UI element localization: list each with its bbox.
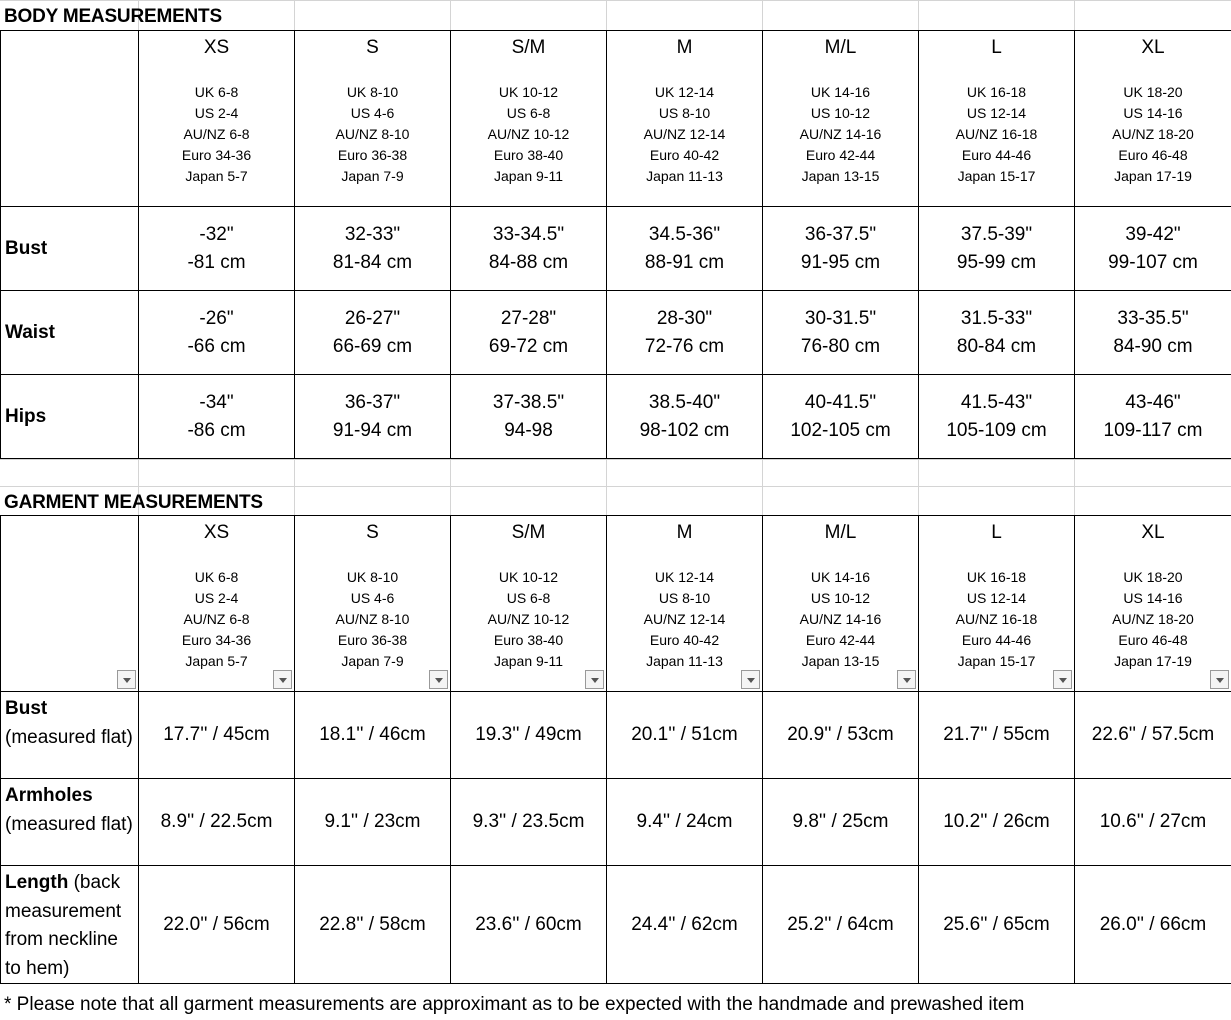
filter-dropdown-button[interactable]: [273, 670, 292, 689]
size-column-m: [607, 516, 763, 692]
measurement-cell: 43-46" 109-117 cm: [1075, 375, 1231, 459]
size-name: S: [366, 37, 379, 58]
size-name: XL: [1141, 37, 1165, 58]
size-name: S: [366, 522, 379, 543]
size-header-row: [1, 31, 1231, 207]
size-column-s: [295, 31, 451, 207]
garment-row-bust: [1, 692, 1231, 779]
measurement-cell: 20.9'' / 53cm: [763, 692, 919, 779]
measurement-cell: 37.5-39" 95-99 cm: [919, 207, 1075, 291]
gridline: [606, 0, 607, 30]
measurement-cell: 39-42" 99-107 cm: [1075, 207, 1231, 291]
size-column-xl: [1075, 31, 1231, 207]
size-name: M/L: [824, 37, 857, 58]
size-column-l: [919, 31, 1075, 207]
measurement-cell: 9.1'' / 23cm: [295, 779, 451, 866]
gridline: [450, 459, 451, 515]
measurement-cell: 10.2'' / 26cm: [919, 779, 1075, 866]
measurement-cell: 33-34.5" 84-88 cm: [451, 207, 607, 291]
filter-dropdown-button[interactable]: [1210, 670, 1229, 689]
measurement-cell: -32" -81 cm: [139, 207, 295, 291]
size-column-sm: [451, 31, 607, 207]
measurement-cell: 18.1'' / 46cm: [295, 692, 451, 779]
row-label: Waist: [1, 291, 139, 375]
size-conversions: UK 14-16 US 10-12 AU/NZ 14-16 Euro 42-44 Japan 13-15: [799, 84, 882, 184]
gridline: [762, 0, 763, 30]
blank-cell: [1, 516, 139, 692]
blank-cell: [1, 31, 139, 207]
size-name: M: [676, 522, 693, 543]
size-column-ml: [763, 31, 919, 207]
filter-dropdown-button[interactable]: [897, 670, 916, 689]
garment-row-length: [1, 866, 1231, 984]
gridline: [1074, 0, 1075, 30]
measurement-cell: 36-37.5" 91-95 cm: [763, 207, 919, 291]
size-column-s: [295, 516, 451, 692]
gridline: [450, 0, 451, 30]
body-measurements-table: [0, 30, 1231, 459]
body-measurements-title: BODY MEASUREMENTS: [4, 6, 222, 27]
size-column-ml: [763, 516, 919, 692]
row-label: Bust (measured flat): [1, 692, 139, 779]
garment-measurements-title: GARMENT MEASUREMENTS: [4, 492, 263, 513]
gridline: [294, 0, 295, 30]
measurement-cell: 22.6'' / 57.5cm: [1075, 692, 1231, 779]
measurement-cell: 9.4'' / 24cm: [607, 779, 763, 866]
gridline: [606, 459, 607, 515]
gridline: [0, 486, 1231, 487]
gridline: [918, 459, 919, 515]
size-column-xl: [1075, 516, 1231, 692]
measurement-cell: 25.6'' / 65cm: [919, 866, 1075, 984]
size-name: M/L: [824, 522, 857, 543]
size-header-row: [1, 516, 1231, 692]
garment-measurements-table: [0, 515, 1231, 984]
row-label: Bust: [1, 207, 139, 291]
measurement-cell: 41.5-43" 105-109 cm: [919, 375, 1075, 459]
measurement-cell: -34" -86 cm: [139, 375, 295, 459]
body-row-bust: [1, 207, 1231, 291]
size-conversions: UK 8-10 US 4-6 AU/NZ 8-10 Euro 36-38 Japan 7-9: [335, 84, 410, 184]
measurement-cell: 25.2'' / 64cm: [763, 866, 919, 984]
size-name: L: [991, 522, 1002, 543]
measurement-cell: 36-37" 91-94 cm: [295, 375, 451, 459]
size-conversions: UK 18-20 US 14-16 AU/NZ 18-20 Euro 46-48 Japan 17-19: [1112, 569, 1194, 669]
filter-dropdown-button[interactable]: [117, 670, 136, 689]
gridline: [294, 459, 295, 515]
size-name: S/M: [511, 37, 546, 58]
measurement-cell: 34.5-36" 88-91 cm: [607, 207, 763, 291]
measurement-cell: 40-41.5" 102-105 cm: [763, 375, 919, 459]
measurement-cell: 21.7'' / 55cm: [919, 692, 1075, 779]
gridline: [918, 0, 919, 30]
filter-dropdown-button[interactable]: [429, 670, 448, 689]
size-conversions: UK 12-14 US 8-10 AU/NZ 12-14 Euro 40-42 Japan 11-13: [643, 84, 726, 184]
size-column-m: [607, 31, 763, 207]
size-conversions: UK 8-10 US 4-6 AU/NZ 8-10 Euro 36-38 Japan 7-9: [335, 569, 410, 669]
measurement-cell: 10.6'' / 27cm: [1075, 779, 1231, 866]
body-row-hips: [1, 375, 1231, 459]
measurement-cell: 23.6'' / 60cm: [451, 866, 607, 984]
measurement-cell: 37-38.5" 94-98: [451, 375, 607, 459]
measurement-cell: 19.3'' / 49cm: [451, 692, 607, 779]
measurement-cell: 20.1'' / 51cm: [607, 692, 763, 779]
size-name: L: [991, 37, 1002, 58]
size-column-sm: [451, 516, 607, 692]
size-conversions: UK 14-16 US 10-12 AU/NZ 14-16 Euro 42-44 Japan 13-15: [799, 569, 882, 669]
measurement-cell: 33-35.5" 84-90 cm: [1075, 291, 1231, 375]
body-row-waist: [1, 291, 1231, 375]
measurement-cell: 22.8'' / 58cm: [295, 866, 451, 984]
gridline: [762, 459, 763, 515]
measurement-cell: 9.8'' / 25cm: [763, 779, 919, 866]
filter-dropdown-button[interactable]: [741, 670, 760, 689]
measurement-cell: 17.7'' / 45cm: [139, 692, 295, 779]
measurement-cell: 9.3'' / 23.5cm: [451, 779, 607, 866]
size-column-xs: [139, 516, 295, 692]
row-label: Armholes (measured flat): [1, 779, 139, 866]
footnote: * Please note that all garment measurements are approximant as to be expected with the handmade and prewashed item: [4, 994, 1025, 1015]
size-conversions: UK 16-18 US 12-14 AU/NZ 16-18 Euro 44-46 Japan 15-17: [955, 569, 1038, 669]
size-column-xs: [139, 31, 295, 207]
size-name: S/M: [511, 522, 546, 543]
size-conversions: UK 12-14 US 8-10 AU/NZ 12-14 Euro 40-42 Japan 11-13: [643, 569, 726, 669]
measurement-cell: 32-33" 81-84 cm: [295, 207, 451, 291]
size-column-l: [919, 516, 1075, 692]
measurement-cell: 26-27" 66-69 cm: [295, 291, 451, 375]
measurement-cell: 22.0'' / 56cm: [139, 866, 295, 984]
measurement-cell: 31.5-33" 80-84 cm: [919, 291, 1075, 375]
measurement-cell: 26.0'' / 66cm: [1075, 866, 1231, 984]
size-conversions: UK 10-12 US 6-8 AU/NZ 10-12 Euro 38-40 Japan 9-11: [487, 84, 570, 184]
measurement-cell: 8.9'' / 22.5cm: [139, 779, 295, 866]
garment-row-armholes: [1, 779, 1231, 866]
row-label: Hips: [1, 375, 139, 459]
measurement-cell: 28-30" 72-76 cm: [607, 291, 763, 375]
size-name: XS: [203, 522, 230, 543]
measurement-cell: 38.5-40" 98-102 cm: [607, 375, 763, 459]
size-name: XL: [1141, 522, 1165, 543]
size-conversions: UK 6-8 US 2-4 AU/NZ 6-8 Euro 34-36 Japan 5-7: [181, 84, 252, 184]
size-conversions: UK 16-18 US 12-14 AU/NZ 16-18 Euro 44-46 Japan 15-17: [955, 84, 1038, 184]
filter-dropdown-button[interactable]: [1053, 670, 1072, 689]
row-label: Length (back measurement from neckline to hem): [1, 866, 139, 984]
measurement-cell: 30-31.5" 76-80 cm: [763, 291, 919, 375]
measurement-cell: 27-28" 69-72 cm: [451, 291, 607, 375]
size-conversions: UK 10-12 US 6-8 AU/NZ 10-12 Euro 38-40 Japan 9-11: [487, 569, 570, 669]
gridline: [0, 0, 1231, 1]
size-name: M: [676, 37, 693, 58]
measurement-cell: -26" -66 cm: [139, 291, 295, 375]
size-name: XS: [203, 37, 230, 58]
measurement-cell: 24.4'' / 62cm: [607, 866, 763, 984]
gridline: [1074, 459, 1075, 515]
gridline: [0, 459, 1231, 460]
size-conversions: UK 6-8 US 2-4 AU/NZ 6-8 Euro 34-36 Japan 5-7: [181, 569, 252, 669]
size-conversions: UK 18-20 US 14-16 AU/NZ 18-20 Euro 46-48 Japan 17-19: [1112, 84, 1194, 184]
filter-dropdown-button[interactable]: [585, 670, 604, 689]
